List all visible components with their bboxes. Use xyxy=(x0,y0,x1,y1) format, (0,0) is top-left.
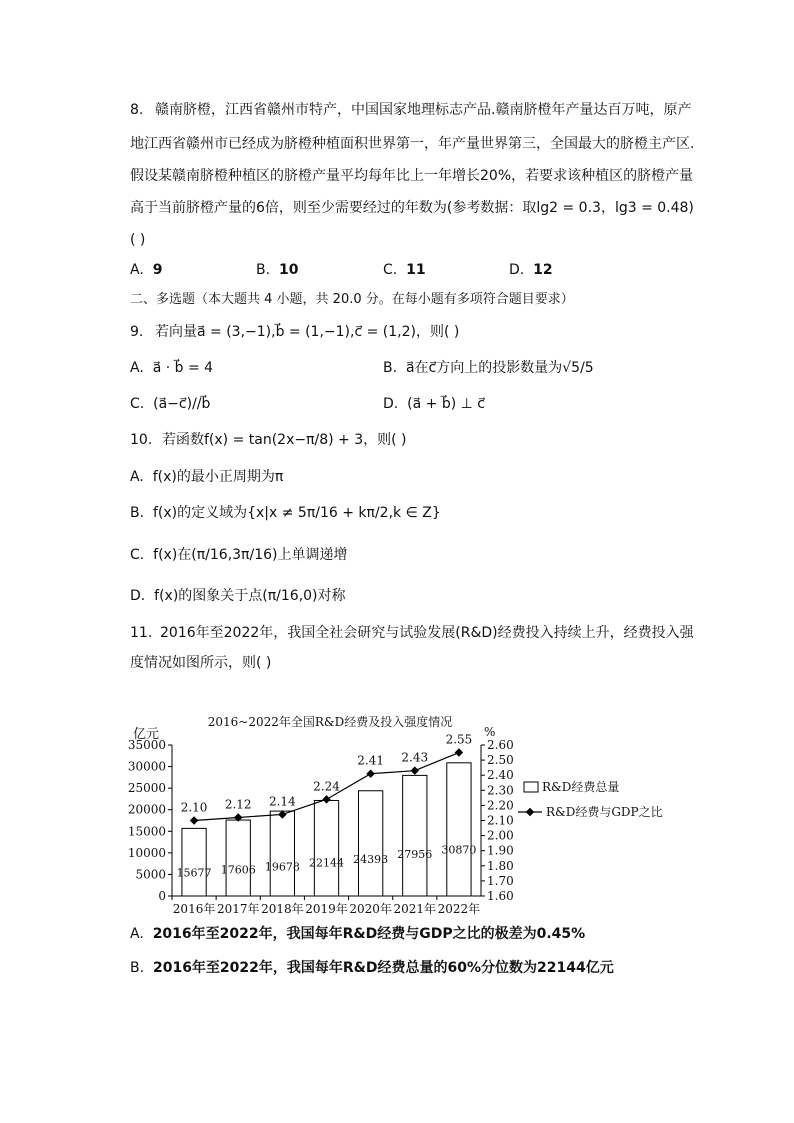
ratio-value-label: 2.43 xyxy=(401,750,429,765)
right-tick-label: 1.60 xyxy=(487,889,514,903)
question-stem: 若向量a⃗ = (3,−1),b⃗ = (1,−1),c⃗ = (1,2)，则( ) xyxy=(155,324,460,340)
left-tick-label: 15000 xyxy=(127,824,166,839)
option-a: A. f(x)的最小正周期为π xyxy=(130,469,284,485)
option-a: A. 9 xyxy=(130,262,163,278)
right-tick-label: 2.00 xyxy=(487,828,514,843)
option-c: C. (a⃗−c⃗)//b⃗ xyxy=(130,396,211,412)
option-c: C. 11 xyxy=(383,262,426,278)
question-text-line: 假设某赣南脐橙种植区的脐橙产量平均每年比上一年增长20%，若要求该种植区的脐橙产量 xyxy=(130,168,694,184)
right-tick-label: 2.30 xyxy=(487,783,514,798)
right-tick-label: 1.90 xyxy=(487,843,514,858)
left-tick-label: 30000 xyxy=(127,759,166,774)
section-header: 二、多选题（本大题共 4 小题，共 20.0 分。在每小题有多项符合题目要求） xyxy=(130,292,574,307)
ratio-point xyxy=(366,769,374,777)
left-tick-label: 5000 xyxy=(135,867,166,882)
bar-value-label: 30870 xyxy=(441,843,477,857)
q11-option-a: A. 2016年至2022年，我国每年R&D经费与GDP之比的极差为0.45% xyxy=(130,926,586,942)
option-b: B. a⃗在c⃗方向上的投影数量为√5/5 xyxy=(383,360,594,376)
right-tick-label: 1.70 xyxy=(487,873,514,888)
left-tick-label: 35000 xyxy=(127,738,166,752)
bar xyxy=(403,775,427,896)
question-text-line: 高于当前脐橙产量的6倍，则至少需要经过的年数为(参考数据：取lg2 = 0.3，lg3 = 0.48) xyxy=(130,200,694,216)
left-tick-label: 0 xyxy=(158,889,166,903)
question-text-line: 度情况如图所示，则( ) xyxy=(130,655,272,671)
bar xyxy=(314,800,338,896)
question-number: 11. xyxy=(130,625,153,641)
question-text-line: 赣南脐橙，江西省赣州市特产，中国国家地理标志产品.赣南脐橙年产量达百万吨，原产 xyxy=(155,102,692,118)
bar-value-label: 15677 xyxy=(176,866,212,880)
bar xyxy=(447,763,471,896)
answer-bracket: ( ) xyxy=(130,232,146,248)
ratio-value-label: 2.55 xyxy=(445,732,473,747)
option-d: D. 12 xyxy=(509,262,553,278)
left-axis-unit: 亿元 xyxy=(133,727,160,742)
ratio-value-label: 2.14 xyxy=(268,794,296,809)
x-tick-label: 2018年 xyxy=(261,902,304,916)
question-stem: 若函数f(x) = tan(2x−π/8) + 3，则( ) xyxy=(162,432,407,448)
bar xyxy=(359,791,383,896)
q11-option-b: B. 2016年至2022年，我国每年R&D经费总量的60%分位数为22144亿元 xyxy=(130,960,614,976)
ratio-value-label: 2.24 xyxy=(313,779,340,794)
bar-value-label: 19678 xyxy=(264,860,300,874)
bar-value-label: 22144 xyxy=(309,856,344,870)
rd-chart xyxy=(0,690,794,920)
ratio-point xyxy=(455,748,463,756)
left-tick-label: 10000 xyxy=(127,845,166,860)
option-a: A. a⃗ · b⃗ = 4 xyxy=(130,360,214,376)
right-tick-label: 2.20 xyxy=(487,798,514,813)
legend-line-marker xyxy=(526,808,534,816)
question-text-line: 2016年至2022年，我国全社会研究与试验发展(R&D)经费投入持续上升，经费投入强 xyxy=(160,625,694,641)
ratio-point xyxy=(190,816,198,824)
ratio-point xyxy=(411,766,419,774)
left-tick-label: 25000 xyxy=(127,781,166,796)
chart-title: 2016~2022年全国R&D经费及投入强度情况 xyxy=(207,715,453,729)
bar-value-label: 27956 xyxy=(397,847,433,861)
x-tick-label: 2019年 xyxy=(305,902,348,916)
option-b: B. 10 xyxy=(256,262,299,278)
right-tick-label: 1.80 xyxy=(487,858,514,873)
x-tick-label: 2021年 xyxy=(393,902,437,916)
right-tick-label: 2.50 xyxy=(487,753,514,768)
x-tick-label: 2016年 xyxy=(172,902,216,916)
option-c: C. f(x)在(π/16,3π/16)上单调递增 xyxy=(130,547,348,563)
question-text-line: 地江西省赣州市已经成为脐橙种植面积世界第一，年产量世界第三，全国最大的脐橙主产区. xyxy=(130,136,695,152)
right-tick-label: 2.60 xyxy=(487,738,514,752)
legend-bar-swatch xyxy=(524,782,538,792)
left-tick-label: 20000 xyxy=(127,802,166,817)
right-tick-label: 2.40 xyxy=(487,768,514,783)
right-axis-unit: % xyxy=(484,725,496,739)
option-b: B. f(x)的定义域为{x|x ≠ 5π/16 + kπ/2,k ∈ Z} xyxy=(130,505,441,521)
x-tick-label: 2022年 xyxy=(437,902,481,916)
ratio-value-label: 2.12 xyxy=(224,797,252,812)
legend-bar-label: R&D经费总量 xyxy=(542,780,620,794)
option-d: D. (a⃗ + b⃗) ⊥ c⃗ xyxy=(383,396,485,412)
bar xyxy=(182,828,206,896)
question-number: 8. xyxy=(130,102,144,118)
bar-value-label: 24393 xyxy=(353,853,389,867)
ratio-value-label: 2.10 xyxy=(180,800,208,815)
right-tick-label: 2.10 xyxy=(487,813,514,828)
question-number: 9. xyxy=(130,324,144,340)
bar-value-label: 17606 xyxy=(220,863,256,877)
legend-line-label: R&D经费与GDP之比 xyxy=(546,805,663,819)
bar xyxy=(226,820,250,896)
x-tick-label: 2020年 xyxy=(349,902,392,916)
x-tick-label: 2017年 xyxy=(216,902,260,916)
question-number: 10. xyxy=(130,432,153,448)
bar xyxy=(270,811,294,896)
option-d: D. f(x)的图象关于点(π/16,0)对称 xyxy=(130,588,346,604)
ratio-value-label: 2.41 xyxy=(357,753,385,768)
